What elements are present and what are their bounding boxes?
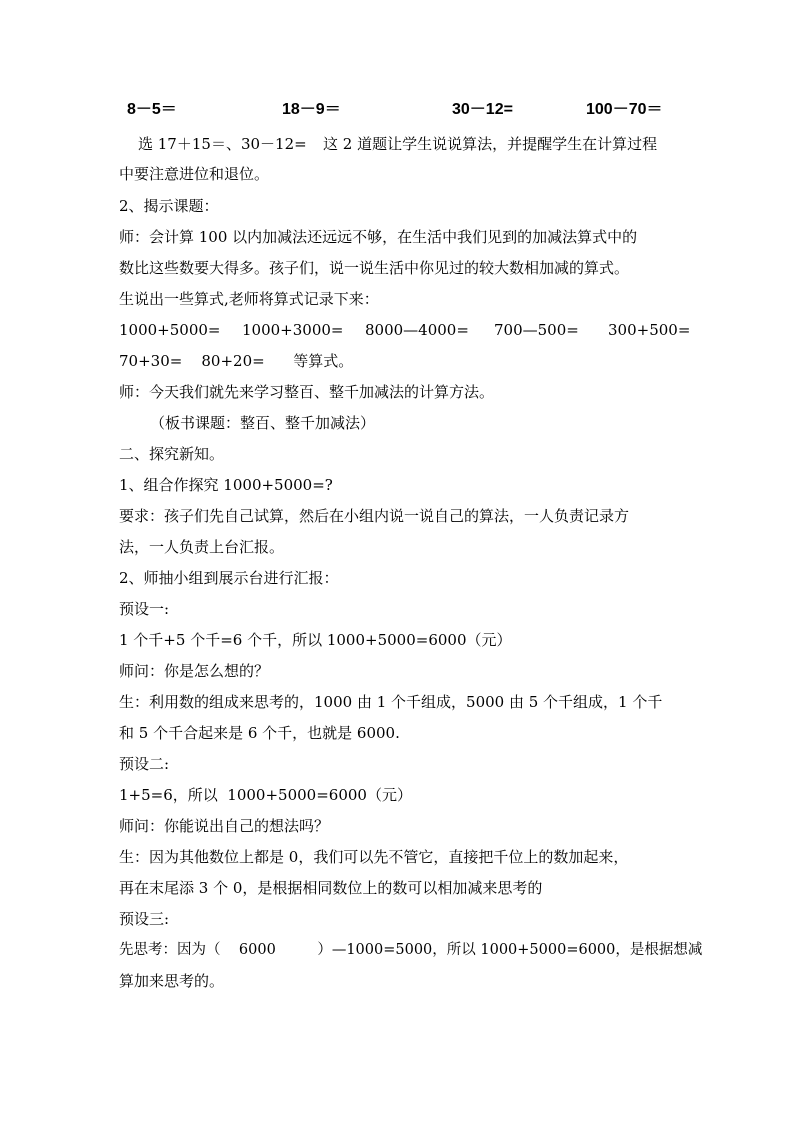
equation-1: 8－5＝ <box>127 101 177 118</box>
preset-heading: 预设二: <box>119 755 170 773</box>
equation-3: 30－12= <box>452 101 513 118</box>
equation-2: 18－9＝ <box>282 101 341 118</box>
formula-4: 700—500= <box>494 321 579 339</box>
paragraph-line: 1 个千+5 个千=6 个千，所以 1000+5000=6000（元） <box>119 631 512 649</box>
paragraph-line: 和 5 个千合起来是 6 个千，也就是 6000. <box>119 724 400 742</box>
paragraph-line: 生：因为其他数位上都是 0，我们可以先不管它，直接把千位上的数加起来， <box>119 848 629 866</box>
equation-4: 100－70＝ <box>586 101 663 118</box>
practice-instruction-text: 这 2 道题让学生说说算法，并提醒学生在计算过程 <box>323 135 658 153</box>
paragraph-line: 数比这些数要大得多。孩子们，说一说生活中你见过的较大数相加减的算式。 <box>119 259 630 277</box>
paragraph-line: 中要注意进位和退位。 <box>119 165 270 183</box>
paragraph-line: 师：会计算 100 以内加减法还远远不够，在生活中我们见到的加减法算式中的 <box>119 228 638 246</box>
preset-heading: 预设一: <box>119 600 170 618</box>
paragraph-line: 法，一人负责上台汇报。 <box>119 538 285 556</box>
paragraph-line: 师：今天我们就先来学习整百、整千加减法的计算方法。 <box>119 383 495 401</box>
formula-2: 1000+3000= <box>242 321 344 339</box>
paragraph-line: 生说出一些算式,老师将算式记录下来： <box>119 290 379 308</box>
paragraph-line: 算加来思考的。 <box>119 972 225 990</box>
section-heading: 二、探究新知。 <box>119 445 225 463</box>
formula-1: 1000+5000= <box>119 321 221 339</box>
formula-3: 8000—4000= <box>365 321 469 339</box>
formula-5: 300+500= <box>608 321 691 339</box>
paragraph-line: 要求：孩子们先自己试算，然后在小组内说一说自己的算法，一人负责记录方 <box>119 507 630 525</box>
paragraph-line: 再在末尾添 3 个 0，是根据相同数位上的数可以相加减来思考的 <box>119 879 543 897</box>
section-heading: 2、揭示课题： <box>119 197 219 215</box>
paragraph-line: 1、组合作探究 1000+5000=? <box>119 476 333 494</box>
paragraph-line: 师问：你能说出自己的想法吗？ <box>119 817 330 835</box>
practice-selection-text: 选 17＋15＝、30－12= <box>138 135 307 153</box>
board-title: （板书课题：整百、整千加减法） <box>150 414 376 432</box>
paragraph-line: 2、师抽小组到展示台进行汇报： <box>119 569 339 587</box>
paragraph-line: 先思考：因为（ 6000 ）—1000=5000，所以 1000+5000=6000，是根据想减 <box>119 942 703 958</box>
paragraph-line: 生：利用数的组成来思考的，1000 由 1 个千组成，5000 由 5 个千组成，1 个千 <box>119 693 663 711</box>
paragraph-line: 师问：你是怎么想的？ <box>119 662 270 680</box>
paragraph-line: 70+30= 80+20= 等算式。 <box>119 352 354 370</box>
paragraph-line: 1+5=6，所以 1000+5000=6000（元） <box>119 786 412 804</box>
preset-heading: 预设三: <box>119 910 170 928</box>
